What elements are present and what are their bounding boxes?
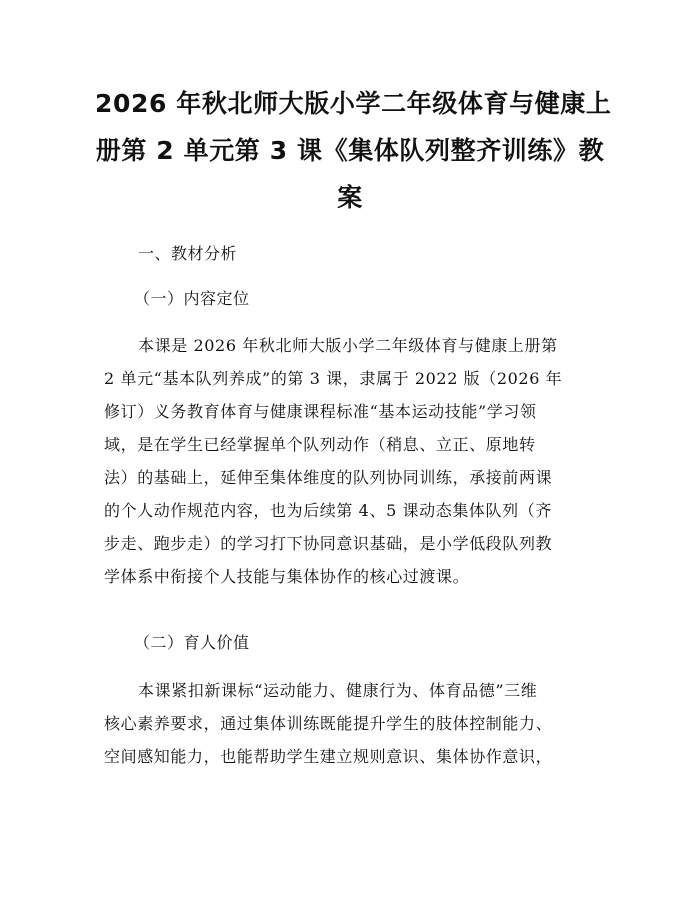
paragraph: [104, 674, 596, 773]
paragraph-line: 步走、跑步走）的学习打下协同意识基础，是小学低段队列教: [104, 534, 553, 553]
paragraph-line: 域，是在学生已经掌握单个队列动作（稍息、立正、原地转: [104, 435, 536, 454]
paragraph-line: 2 单元“基本队列养成”的第 3 课，隶属于 2022 版（2026 年: [104, 369, 563, 388]
paragraph-line: 学体系中衔接个人技能与集体协作的核心过渡课。: [104, 567, 470, 586]
paragraph-line: 法）的基础上，延伸至集体维度的队列协同训练，承接前两课: [104, 468, 553, 487]
paragraph-line: 空间感知能力，也能帮助学生建立规则意识、集体协作意识，: [104, 747, 553, 766]
title-line: 2026 年秋北师大版小学二年级体育与健康上: [95, 89, 612, 118]
subsection-heading: （二）育人价值: [134, 633, 250, 652]
document-title: [95, 80, 612, 221]
paragraph-line: 本课紧扣新课标“运动能力、健康行为、体育品德”三维: [138, 681, 538, 700]
title-line: 册第 2 单元第 3 课《集体队列整齐训练》教: [95, 136, 605, 165]
paragraph-line: 本课是 2026 年秋北师大版小学二年级体育与健康上册第: [138, 336, 558, 355]
paragraph-line: 核心素养要求，通过集体训练既能提升学生的肢体控制能力、: [104, 714, 553, 733]
paragraph-line: 的个人动作规范内容，也为后续第 4、5 课动态集体队列（齐: [104, 501, 552, 520]
paragraph-line: 修订）义务教育体育与健康课程标准“基本运动技能”学习领: [104, 402, 537, 421]
paragraph: [104, 329, 596, 593]
title-line: 案: [337, 183, 363, 212]
subsection-heading: （一）内容定位: [134, 289, 250, 308]
section-heading: 一、教材分析: [138, 244, 238, 263]
